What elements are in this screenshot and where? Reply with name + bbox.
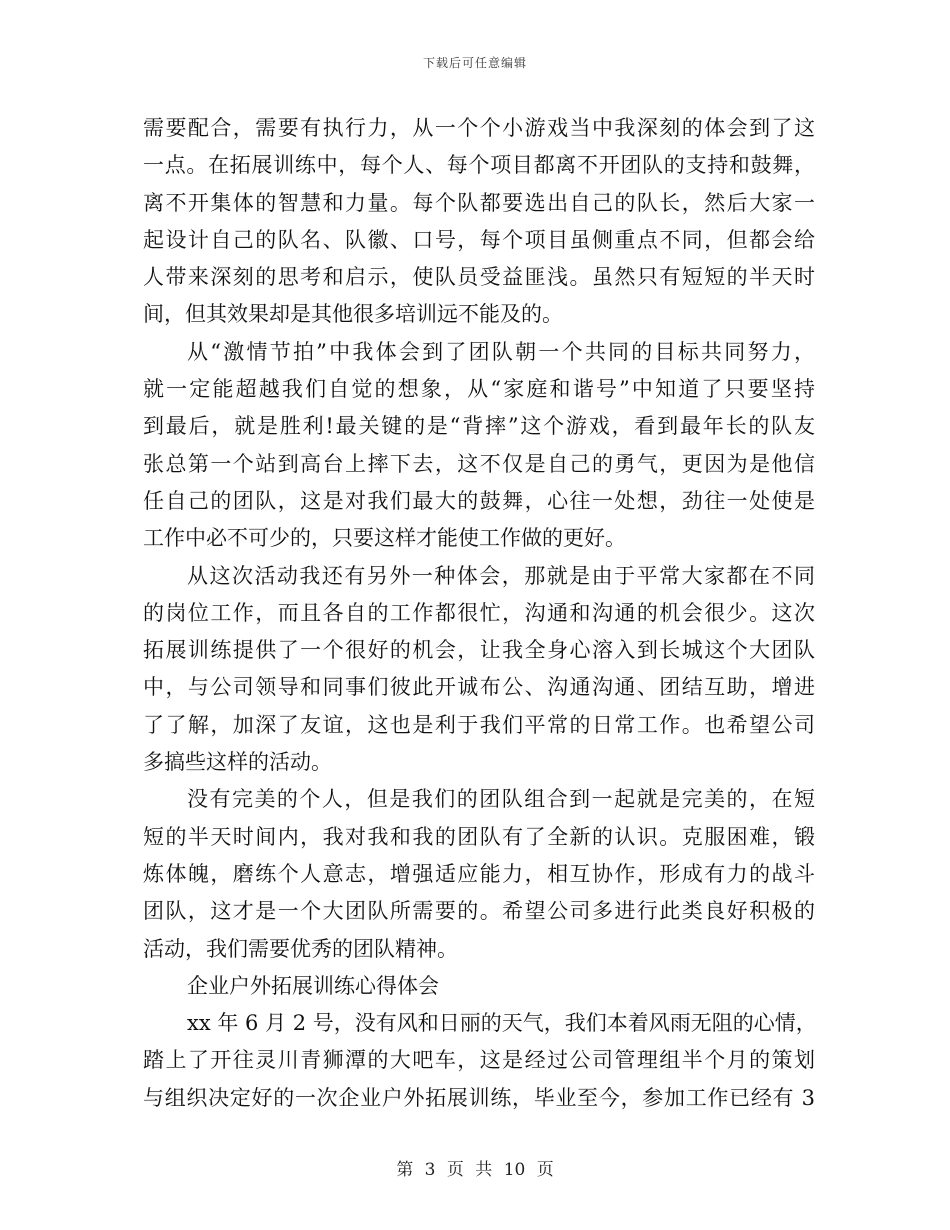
text-line: 的岗位工作，而且各自的工作都很忙，沟通和沟通的机会很少。这次 bbox=[143, 600, 815, 625]
text-line: 间，但其效果却是其他很多培训远不能及的。 bbox=[143, 302, 563, 327]
text-line: 活动，我们需要优秀的团队精神。 bbox=[143, 936, 458, 961]
text-line: 拓展训练提供了一个很好的机会，让我全身心溶入到长城这个大团队 bbox=[143, 638, 815, 663]
text-line: 张总第一个站到高台上摔下去，这不仅是自己的勇气，更因为是他信 bbox=[143, 451, 815, 476]
text-line: 团队，这才是一个大团队所需要的。希望公司多进行此类良好积极的 bbox=[143, 899, 815, 924]
paragraph bbox=[143, 968, 815, 1005]
page-number-footer: 第 3 页 共 10 页 bbox=[396, 1160, 554, 1180]
text-line: 与组织决定好的一次企业户外拓展训练，毕业至今，参加工作已经有 3 bbox=[143, 1085, 815, 1110]
text-line: 了了解，加深了友谊，这也是利于我们平常的日常工作。也希望公司 bbox=[143, 712, 815, 737]
paragraph bbox=[143, 110, 815, 334]
paragraph bbox=[143, 1005, 815, 1117]
text-line: 需要配合，需要有执行力，从一个个小游戏当中我深刻的体会到了这 bbox=[143, 116, 815, 140]
text-line: 起设计自己的队名、队徽、口号，每个项目虽侧重点不同，但都会给 bbox=[143, 227, 815, 252]
text-line: 多搞些这样的活动。 bbox=[143, 750, 332, 775]
text-line: xx 年 6 月 2 号，没有风和日丽的天气，我们本着风雨无阻的心情， bbox=[187, 1011, 817, 1036]
text-line: 到最后，就是胜利!最关键的是“背摔”这个游戏，看到最年长的队友 bbox=[143, 414, 815, 439]
text-line: 炼体魄，磨练个人意志，增强适应能力，相互协作，形成有力的战斗 bbox=[143, 861, 815, 886]
paragraph bbox=[143, 334, 815, 558]
page-header: 下载后可任意编辑 bbox=[422, 56, 527, 70]
text-line: 人带来深刻的思考和启示，使队员受益匪浅。虽然只有短短的半天时 bbox=[143, 265, 815, 290]
text-line: 踏上了开往灵川青狮潭的大吧车，这是经过公司管理组半个月的策划 bbox=[143, 1048, 815, 1073]
text-line: 任自己的团队，这是对我们最大的鼓舞，心往一处想，劲往一处使是 bbox=[143, 488, 815, 513]
text-line: 没有完美的个人，但是我们的团队组合到一起就是完美的，在短 bbox=[187, 787, 815, 812]
text-line: 一点。在拓展训练中，每个人、每个项目都离不开团队的支持和鼓舞， bbox=[143, 153, 815, 178]
paragraph bbox=[143, 558, 815, 782]
text-line: 就一定能超越我们自觉的想象，从“家庭和谐号”中知道了只要坚持 bbox=[143, 377, 815, 402]
text-line: 短的半天时间内，我对我和我的团队有了全新的认识。克服困难，锻 bbox=[143, 824, 815, 849]
text-line: 中，与公司领导和同事们彼此开诚布公、沟通沟通、团结互助，增进 bbox=[143, 675, 815, 700]
paragraph bbox=[143, 781, 815, 967]
document-body bbox=[143, 110, 815, 1117]
text-line: 企业户外拓展训练心得体会 bbox=[187, 973, 439, 998]
text-line: 工作中必不可少的，只要这样才能使工作做的更好。 bbox=[143, 526, 626, 551]
text-line: 从“激情节拍”中我体会到了团队朝一个共同的目标共同努力， bbox=[187, 339, 815, 364]
text-line: 离不开集体的智慧和力量。每个队都要选出自己的队长，然后大家一 bbox=[143, 190, 815, 215]
text-line: 从这次活动我还有另外一种体会，那就是由于平常大家都在不同 bbox=[187, 563, 815, 588]
